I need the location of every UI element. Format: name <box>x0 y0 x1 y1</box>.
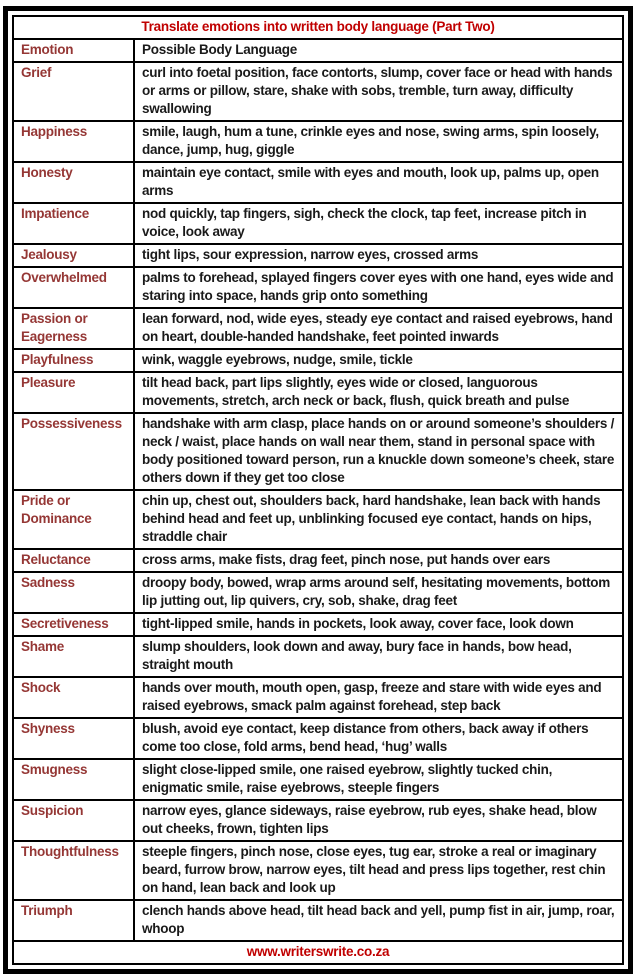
body-language-cell: smile, laugh, hum a tune, crinkle eyes and nose, swing arms, spin loosely, dance, jump, hug, giggle <box>134 121 623 162</box>
table-row <box>13 613 623 636</box>
body-language-cell: chin up, chest out, shoulders back, hard handshake, lean back with hands behind head and feet up, unblinking focused eye contact, hands on hips, straddle chair <box>134 490 623 549</box>
emotion-cell: Triumph <box>13 900 134 941</box>
emotion-cell: Honesty <box>13 162 134 203</box>
table-row <box>13 244 623 267</box>
table-row <box>13 372 623 413</box>
table-row <box>13 800 623 841</box>
table-row <box>13 490 623 549</box>
body-language-cell: tight lips, sour expression, narrow eyes, crossed arms <box>134 244 623 267</box>
emotion-cell: Thoughtfulness <box>13 841 134 900</box>
emotion-cell: Overwhelmed <box>13 267 134 308</box>
body-language-cell: narrow eyes, glance sideways, raise eyebrow, rub eyes, shake head, blow out cheeks, frown, tighten lips <box>134 800 623 841</box>
footer-link[interactable]: www.writerswrite.co.za <box>13 941 623 964</box>
emotion-rows <box>13 62 623 941</box>
emotion-cell: Pride or Dominance <box>13 490 134 549</box>
table-row <box>13 759 623 800</box>
table-row <box>13 636 623 677</box>
body-language-cell: hands over mouth, mouth open, gasp, freeze and stare with wide eyes and raised eyebrows, smack palm against forehead, step back <box>134 677 623 718</box>
body-language-cell: slight close-lipped smile, one raised eyebrow, slightly tucked chin, enigmatic smile, raise eyebrows, steeple fingers <box>134 759 623 800</box>
emotion-cell: Jealousy <box>13 244 134 267</box>
table-row <box>13 549 623 572</box>
emotion-cell: Shock <box>13 677 134 718</box>
body-language-cell: slump shoulders, look down and away, bury face in hands, bow head, straight mouth <box>134 636 623 677</box>
emotion-cell: Impatience <box>13 203 134 244</box>
emotion-cell: Possessiveness <box>13 413 134 490</box>
body-language-cell: tilt head back, part lips slightly, eyes wide or closed, languorous movements, stretch, arch neck or back, flush, quick breath and pulse <box>134 372 623 413</box>
emotion-cell: Grief <box>13 62 134 121</box>
table-row <box>13 413 623 490</box>
table-row <box>13 121 623 162</box>
table-row <box>13 62 623 121</box>
table-row <box>13 203 623 244</box>
table-row <box>13 718 623 759</box>
emotion-cell: Smugness <box>13 759 134 800</box>
emotion-cell: Suspicion <box>13 800 134 841</box>
emotion-cell: Shame <box>13 636 134 677</box>
emotion-cell: Playfulness <box>13 349 134 372</box>
footer-row <box>13 941 623 964</box>
emotion-cell: Passion or Eagerness <box>13 308 134 349</box>
column-header-emotion: Emotion <box>13 39 134 62</box>
body-language-cell: curl into foetal position, face contorts, slump, cover face or head with hands or arms or pillow, stare, shake with sobs, tremble, turn away, difficulty swallowing <box>134 62 623 121</box>
header-row <box>13 39 623 62</box>
emotion-cell: Shyness <box>13 718 134 759</box>
body-language-cell: handshake with arm clasp, place hands on or around someone’s shoulders / neck / waist, place hands on wall near them, stand in personal space with body positioned toward person, run a knuckle down someone’s cheek, stare others down if they get too close <box>134 413 623 490</box>
table-row <box>13 900 623 941</box>
body-language-cell: palms to forehead, splayed fingers cover eyes with one hand, eyes wide and staring into space, hands grip onto something <box>134 267 623 308</box>
emotion-cell: Pleasure <box>13 372 134 413</box>
column-header-body-language: Possible Body Language <box>134 39 623 62</box>
table-title: Translate emotions into written body language (Part Two) <box>13 16 623 39</box>
emotion-cell: Secretiveness <box>13 613 134 636</box>
table-row <box>13 841 623 900</box>
body-language-cell: nod quickly, tap fingers, sigh, check the clock, tap feet, increase pitch in voice, look away <box>134 203 623 244</box>
table-row <box>13 308 623 349</box>
table-row <box>13 572 623 613</box>
table-frame <box>3 6 633 974</box>
table-row <box>13 677 623 718</box>
body-language-cell: droopy body, bowed, wrap arms around self, hesitating movements, bottom lip jutting out, lip quivers, cry, sob, shake, drag feet <box>134 572 623 613</box>
body-language-cell: lean forward, nod, wide eyes, steady eye contact and raised eyebrows, hand on heart, double-handed handshake, feet pointed inwards <box>134 308 623 349</box>
body-language-cell: clench hands above head, tilt head back and yell, pump fist in air, jump, roar, whoop <box>134 900 623 941</box>
emotion-cell: Reluctance <box>13 549 134 572</box>
body-language-cell: wink, waggle eyebrows, nudge, smile, tickle <box>134 349 623 372</box>
table-row <box>13 349 623 372</box>
table-row <box>13 267 623 308</box>
emotion-cell: Happiness <box>13 121 134 162</box>
body-language-cell: tight-lipped smile, hands in pockets, look away, cover face, look down <box>134 613 623 636</box>
title-row <box>13 16 623 39</box>
emotions-table <box>12 15 624 965</box>
body-language-cell: blush, avoid eye contact, keep distance from others, back away if others come too close, fold arms, bend head, ‘hug’ walls <box>134 718 623 759</box>
body-language-cell: steeple fingers, pinch nose, close eyes, tug ear, stroke a real or imaginary beard, furrow brow, narrow eyes, tilt head and press lips together, rest chin on hand, lean back and look up <box>134 841 623 900</box>
body-language-cell: maintain eye contact, smile with eyes and mouth, look up, palms up, open arms <box>134 162 623 203</box>
table-row <box>13 162 623 203</box>
emotion-cell: Sadness <box>13 572 134 613</box>
body-language-cell: cross arms, make fists, drag feet, pinch nose, put hands over ears <box>134 549 623 572</box>
